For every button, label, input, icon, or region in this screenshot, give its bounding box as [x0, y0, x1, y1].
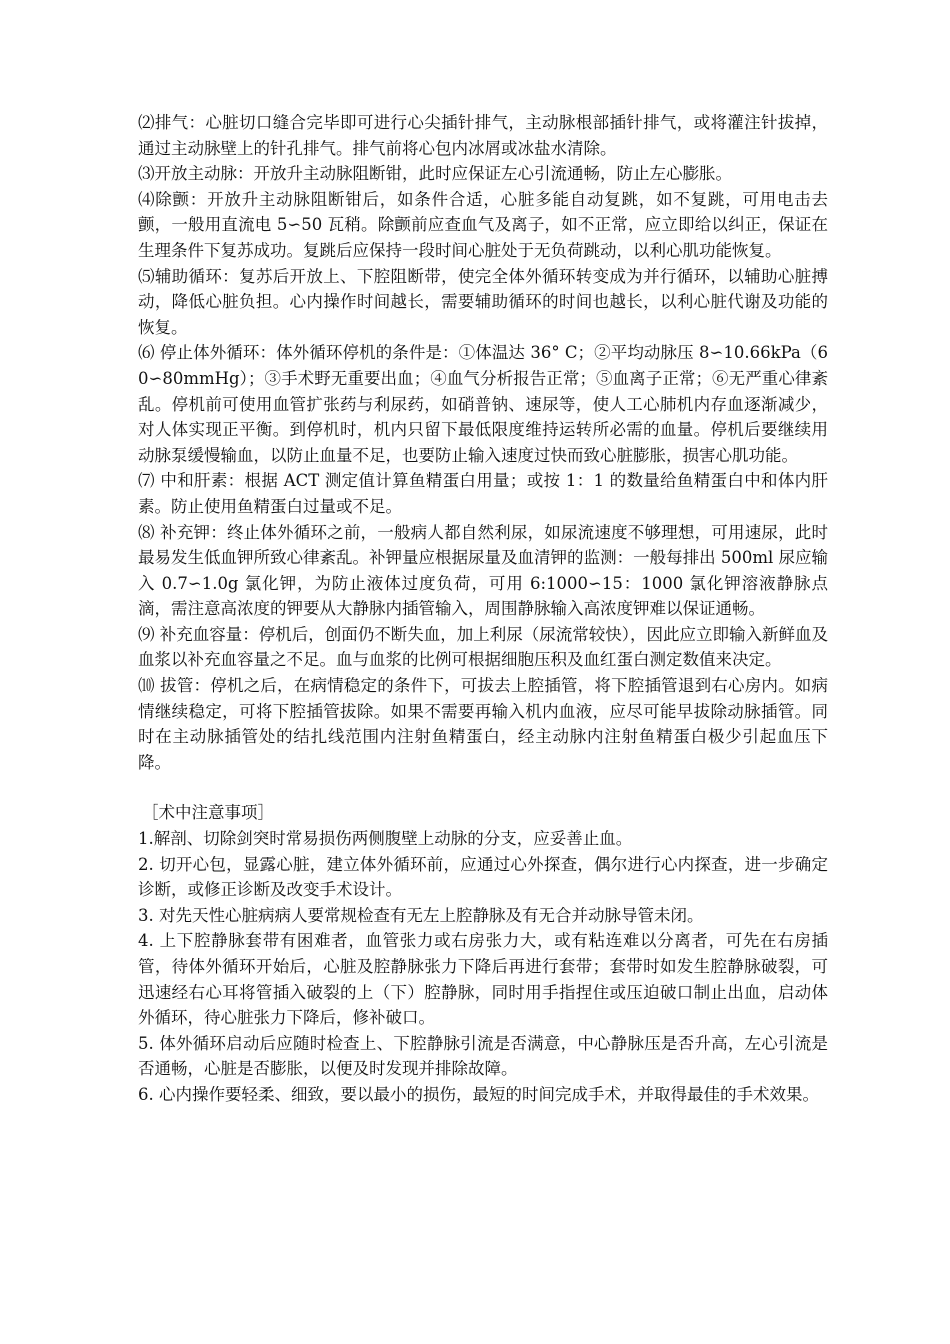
note-item: 6. 心内操作要轻柔、细致，要以最小的损伤，最短的时间完成手术，并取得最佳的手术效果。: [138, 1084, 819, 1104]
step-neutralize-heparin: ⑺ 中和肝素：根据 ACT 测定值计算鱼精蛋白用量；或按 1：1 的数量给鱼精蛋白中和体内肝素。防止使用鱼精蛋白过量或不足。: [138, 471, 828, 516]
step-exhaust: ⑵排气：心脏切口缝合完毕即可进行心尖插针排气，主动脉根部插针排气，或将灌注针拔掉，通过主动脉壁上的针孔排气。排气前将心包内冰屑或冰盐水清除。: [138, 113, 828, 158]
note-item: 2. 切开心包，显露心脏，建立体外循环前，应通过心外探查，偶尔进行心内探查，进一步确定诊断，或修正诊断及改变手术设计。: [138, 854, 828, 900]
note-item: 5. 体外循环启动后应随时检查上、下腔静脉引流是否满意，中心静脉压是否升高，左心引流是否通畅，心脏是否膨胀，以便及时发现并排除故障。: [138, 1033, 828, 1079]
step-blood-volume: ⑼ 补充血容量：停机后，创面仍不断失血，加上利尿（尿流常较快），因此应立即输入新鲜血及血浆以补充血容量之不足。血与血浆的比例可根据细胞压积及血红蛋白测定数值来决定。: [138, 624, 828, 670]
note-item: 1.解剖、切除剑突时常易损伤两侧腹壁上动脉的分支，应妥善止血。: [138, 829, 633, 849]
section-title-precautions: ［术中注意事项］: [142, 803, 274, 823]
section-gap: [138, 775, 828, 800]
step-open-aorta: ⑶开放主动脉：开放升主动脉阻断钳，此时应保证左心引流通畅，防止左心膨胀。: [138, 164, 732, 184]
note-item: 3. 对先天性心脏病病人要常规检查有无左上腔静脉及有无合并动脉导管未闭。: [138, 905, 704, 925]
step-extubation: ⑽ 拔管：停机之后，在病情稳定的条件下，可拔去上腔插管，将下腔插管退到右心房内。如病情继续稳定，可将下腔插管拔除。如果不需要再输入机内血液，应尽可能早拔除动脉插管。同时在主动脉插管处的结扎线范围内注射鱼精蛋白，经主动脉内注射鱼精蛋白极少引起血压下降。: [138, 676, 828, 772]
step-defibrillation: ⑷除颤：开放升主动脉阻断钳后，如条件合适，心脏多能自动复跳，如不复跳，可用电击去颤，一般用直流电 5∽50 瓦稍。除颤前应查血气及离子，如不正常，应立即给以纠正，保证在生理条件下复苏成功。复跳后应保持一段时间心脏处于无负荷跳动，以利心肌功能恢复。: [138, 189, 828, 260]
step-stop-bypass: ⑹ 停止体外循环：体外循环停机的条件是：①体温达 36° C；②平均动脉压 8∽10.66kPa（60∽80mmHg）；③手术野无重要出血；④血气分析报告正常；⑤血离子正常；⑥无严重心律紊乱。停机前可使用血管扩张药与利尿药，如硝普钠、速尿等，使人工心肺机内存血逐渐减少，对人体实现正平衡。到停机时，机内只留下最低限度维持运转所必需的血量。停机后要继续用动脉泵缓慢输血，以防止血量不足，也要防止输入速度过快而致心脏膨胀，损害心肌功能。: [138, 343, 828, 465]
document-body: [138, 110, 828, 1108]
step-potassium-supplement: ⑻ 补充钾：终止体外循环之前，一般病人都自然利尿，如尿流速度不够理想，可用速尿，此时最易发生低血钾所致心律紊乱。补钾量应根据尿量及血清钾的监测：一般每排出 500ml 尿应输入 0.7∽1.0g 氯化钾，为防止液体过度负荷，可用 6:1000∽15：1000 氯化钾溶液静脉点滴，需注意高浓度的钾要从大静脉内插管输入，周围静脉输入高浓度钾难以保证通畅。: [138, 522, 828, 619]
note-item: 4. 上下腔静脉套带有困难者，血管张力或右房张力大，或有粘连难以分离者，可先在右房插管，待体外循环开始后，心脏及腔静脉张力下降后再进行套带；套带时如发生腔静脉破裂，可迅速经右心耳将管插入破裂的上（下）腔静脉，同时用手指捏住或压迫破口制止出血，启动体外循环，待心脏张力下降后，修补破口。: [138, 931, 828, 1028]
step-assisted-circulation: ⑸辅助循环：复苏后开放上、下腔阻断带，使完全体外循环转变成为并行循环，以辅助心脏搏动，降低心脏负担。心内操作时间越长，需要辅助循环的时间也越长，以利心脏代谢及功能的恢复。: [138, 266, 828, 337]
